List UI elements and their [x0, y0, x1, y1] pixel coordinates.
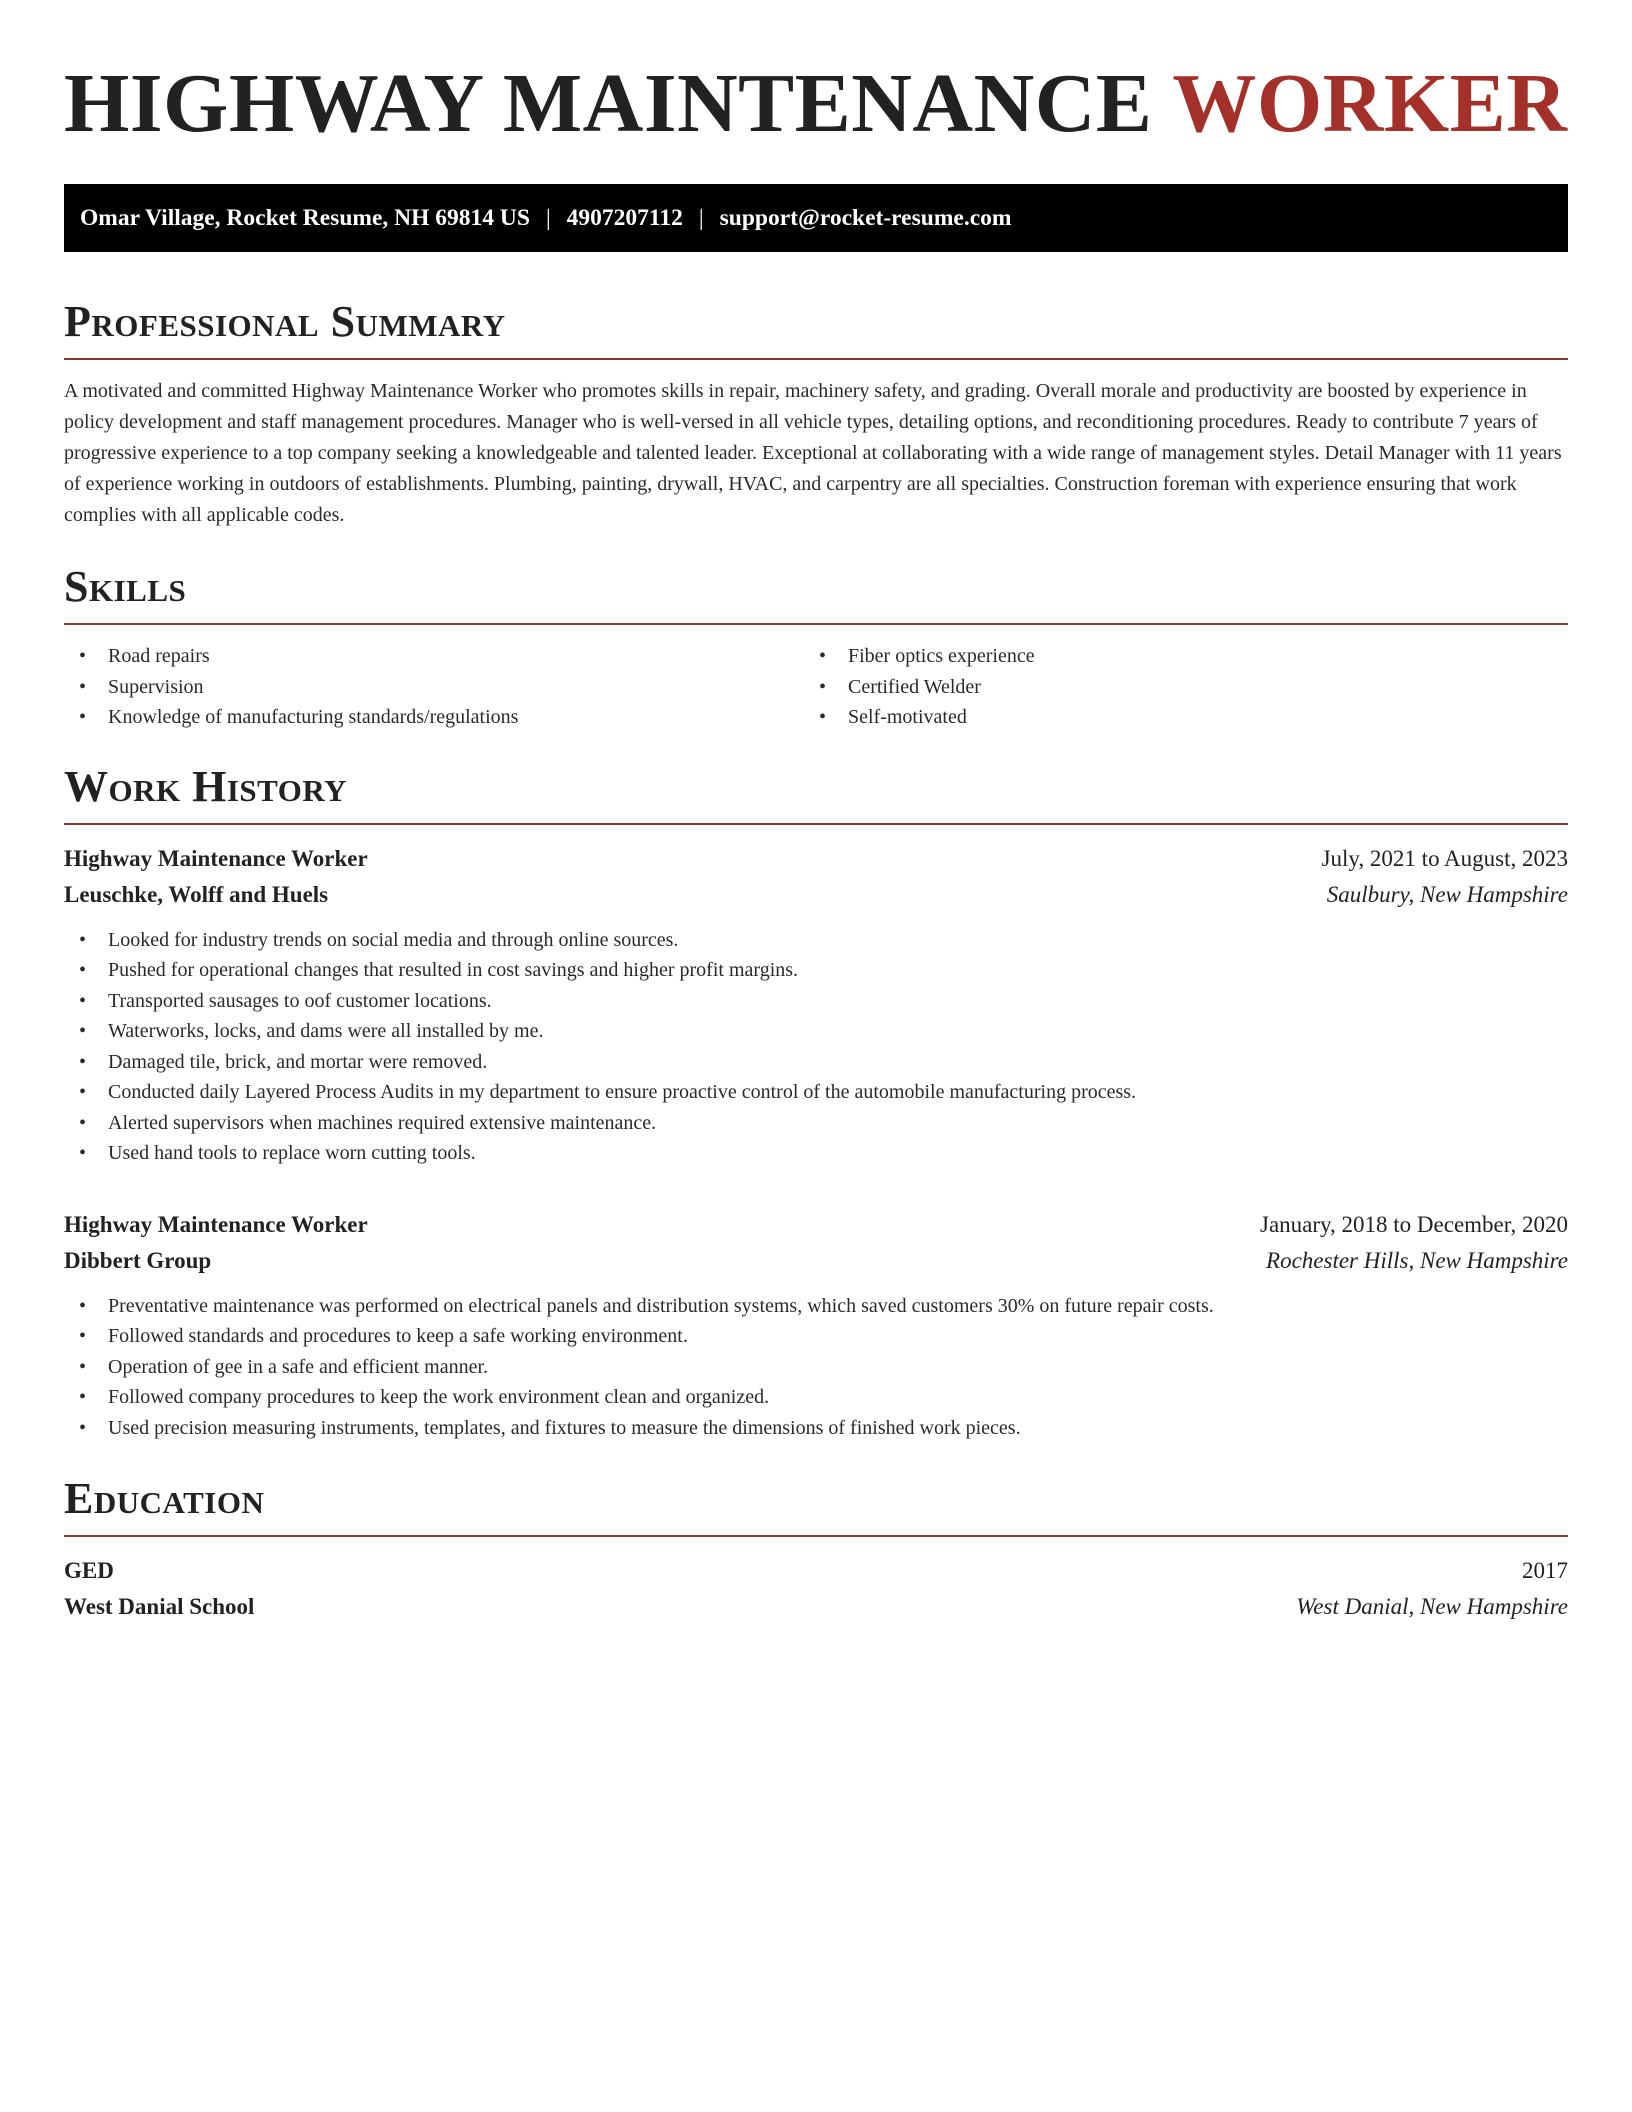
job-duty-item: • Followed company procedures to keep the work environment clean and organized.	[64, 1382, 1568, 1413]
job-location: Saulbury, New Hampshire	[1326, 881, 1568, 907]
skill-item: • Self-motivated	[804, 702, 1544, 733]
skills-list-right	[804, 641, 1544, 733]
job-duty-item: • Used precision measuring instruments, templates, and fixtures to measure the dimensions of finished work pieces.	[64, 1413, 1568, 1444]
skills-grid	[64, 641, 1568, 733]
summary-heading: Professional Summary	[64, 297, 506, 346]
contact-email: support@rocket-resume.com	[719, 204, 1012, 231]
education-school: West Danial School	[64, 1594, 255, 1619]
job-position: Highway Maintenance Worker	[64, 845, 368, 871]
job-company: Leuschke, Wolff and Huels	[64, 881, 329, 907]
job-entry	[64, 841, 1568, 1169]
section-divider	[64, 623, 1568, 625]
education-year: 2017	[1522, 1558, 1568, 1583]
job-duty-item: • Followed standards and procedures to keep a safe working environment.	[64, 1321, 1568, 1352]
education-degree: GED	[64, 1558, 114, 1583]
job-duty-item: • Damaged tile, brick, and mortar were removed.	[64, 1047, 1568, 1078]
education-heading: Education	[64, 1474, 265, 1523]
job-position: Highway Maintenance Worker	[64, 1211, 368, 1237]
contact-bar	[64, 184, 1568, 252]
section-divider	[64, 1535, 1568, 1537]
resume-name-heading	[64, 56, 1568, 152]
skills-list-left	[64, 641, 804, 733]
skills-section	[64, 561, 1568, 733]
education-degree-row	[64, 1553, 1568, 1589]
job-duty-item: • Used hand tools to replace worn cutting tools.	[64, 1138, 1568, 1169]
job-header-row	[64, 1207, 1568, 1243]
contact-separator: |	[545, 204, 551, 231]
job-duty-item: • Transported sausages to oof customer locations.	[64, 986, 1568, 1017]
contact-separator: |	[698, 204, 704, 231]
skill-item: • Knowledge of manufacturing standards/regulations	[64, 702, 804, 733]
skill-item: • Supervision	[64, 672, 804, 703]
job-company-row	[64, 877, 1568, 913]
job-company-row	[64, 1243, 1568, 1279]
job-dates: July, 2021 to August, 2023	[1321, 845, 1568, 871]
name-main: HIGHWAY MAINTENANCE	[64, 57, 1153, 150]
education-school-row	[64, 1589, 1568, 1625]
job-dates: January, 2018 to December, 2020	[1260, 1211, 1568, 1237]
section-divider	[64, 358, 1568, 360]
job-duties-list	[64, 1291, 1568, 1444]
skill-item: • Certified Welder	[804, 672, 1544, 703]
job-duty-item: • Pushed for operational changes that resulted in cost savings and higher profit margins.	[64, 955, 1568, 986]
job-entry	[64, 1207, 1568, 1444]
job-duty-item: • Conducted daily Layered Process Audits in my department to ensure proactive control of the automobile manufacturing process.	[64, 1077, 1568, 1108]
job-company: Dibbert Group	[64, 1247, 212, 1273]
skill-item: • Fiber optics experience	[804, 641, 1544, 672]
job-location: Rochester Hills, New Hampshire	[1266, 1247, 1568, 1273]
summary-text: A motivated and committed Highway Maintenance Worker who promotes skills in repair, machinery safety, and grading. Overall morale and productivity are boosted by experience in policy development and staff management procedures. Manager who is well-versed in all vehicle types, detailing options, and reconditioning procedures. Ready to contribute 7 years of progressive experience to a top company seeking a knowledgeable and talented leader. Exceptional at collaborating with a wide range of management styles. Detail Manager with 11 years of experience working in outdoors of establishments. Plumbing, painting, drywall, HVAC, and carpentry are all specialties. Construction foreman with experience ensuring that work complies with all applicable codes.	[64, 380, 1562, 526]
contact-address: Omar Village, Rocket Resume, NH 69814 US	[80, 204, 530, 231]
summary-section	[64, 296, 1568, 531]
work-history-section	[64, 761, 1568, 1444]
education-section	[64, 1473, 1568, 1625]
job-duty-item: • Operation of gee in a safe and efficient manner.	[64, 1352, 1568, 1383]
job-duty-item: • Preventative maintenance was performed on electrical panels and distribution systems, which saved customers 30% on future repair costs.	[64, 1291, 1568, 1322]
job-header-row	[64, 841, 1568, 877]
section-divider	[64, 823, 1568, 825]
job-duty-item: • Waterworks, locks, and dams were all installed by me.	[64, 1016, 1568, 1047]
education-location: West Danial, New Hampshire	[1296, 1594, 1568, 1619]
work-history-heading: Work History	[64, 761, 348, 811]
job-duty-item: • Alerted supervisors when machines required extensive maintenance.	[64, 1108, 1568, 1139]
job-duty-item: • Looked for industry trends on social media and through online sources.	[64, 925, 1568, 956]
job-duties-list	[64, 925, 1568, 1169]
skill-item: • Road repairs	[64, 641, 804, 672]
education-entry	[64, 1553, 1568, 1625]
contact-phone: 4907207112	[566, 204, 683, 231]
skills-heading: Skills	[64, 562, 187, 611]
name-accent: WORKER	[1172, 57, 1568, 150]
